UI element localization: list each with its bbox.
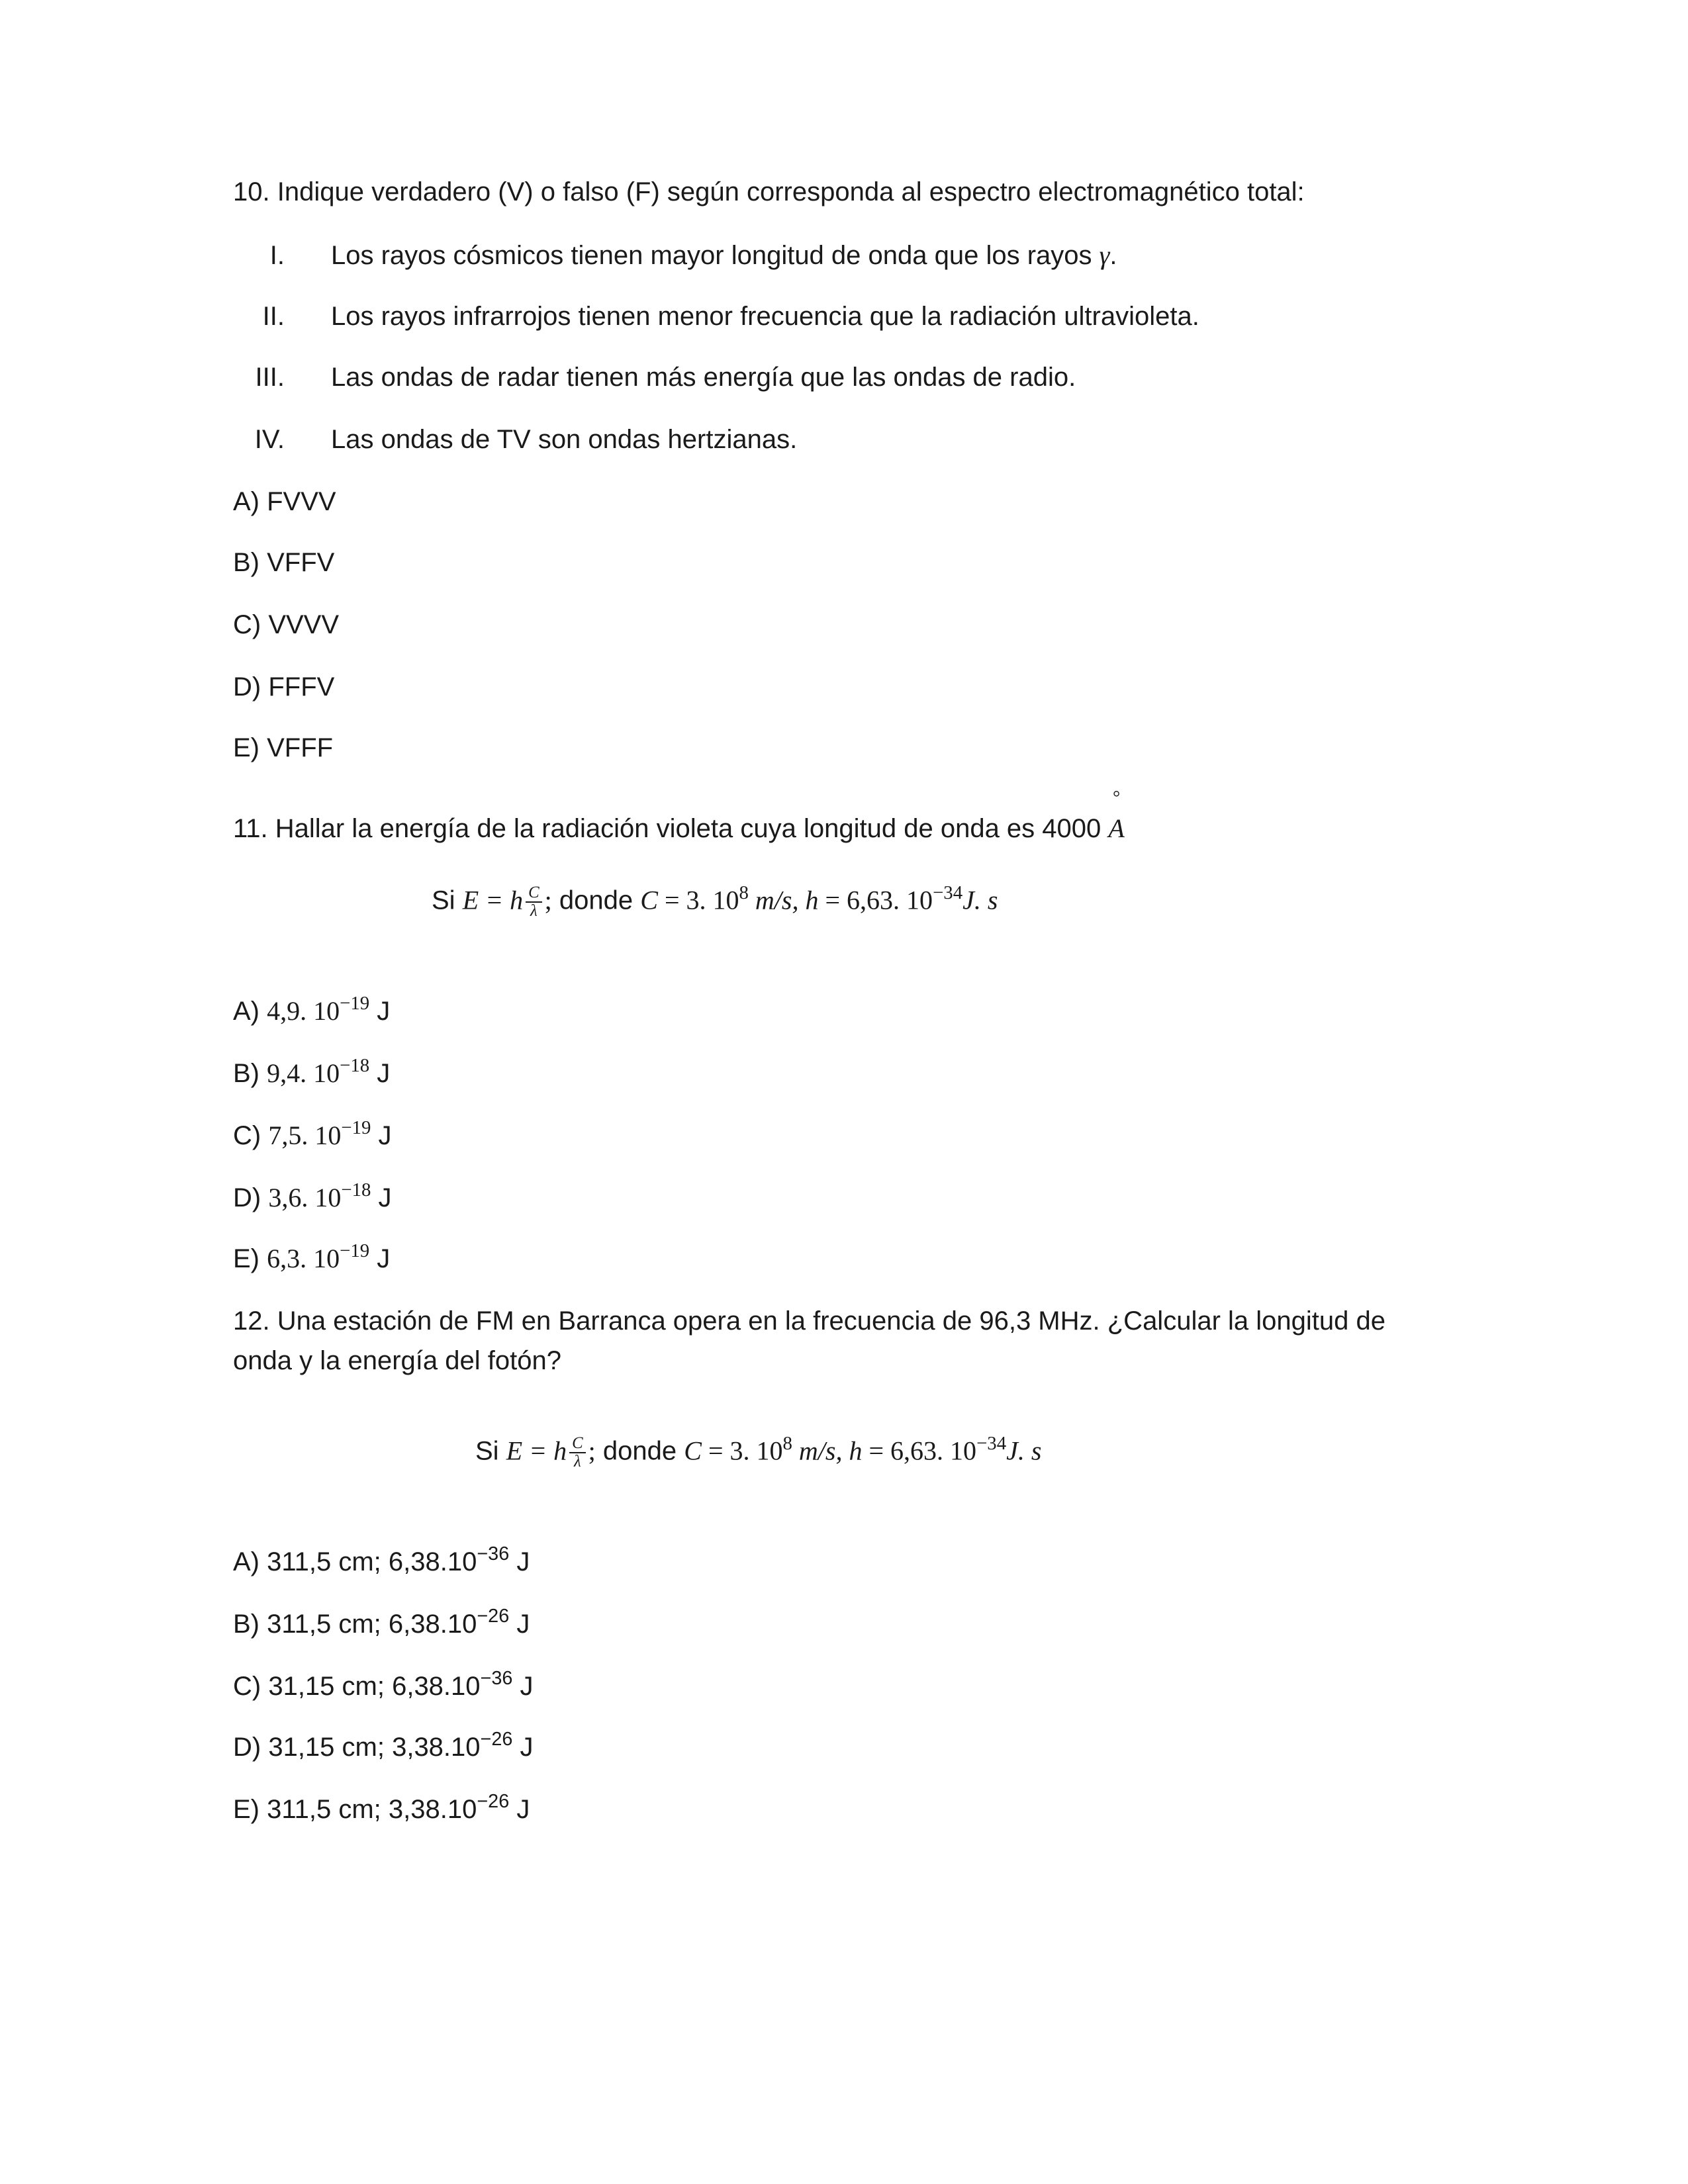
q11-option-e: E) 6,3. $10^{-19}$ J <box>233 1240 391 1273</box>
q12-prompt-line1: 12. Una estación de FM en Barranca opera en la frecuencia de 96,3 MHz. ¿Calcular la longitud de <box>233 1306 1385 1336</box>
q12-option-e: E) 311,5 cm; $3,38.10^{-26}$ J <box>233 1791 530 1824</box>
q11-option-c: C) 7,5. $10^{-19}$ J <box>233 1117 392 1150</box>
q10-option-c: C) VVVV <box>233 610 340 639</box>
q10-item-4-text: Las ondas de TV son ondas hertzianas. <box>331 425 798 454</box>
q12-formula: Si E = h $\frac{C}{\lambda}$ ; donde C = 3. $10^8$ m/s, h = 6,63. $10^{-34}J$. s <box>475 1432 1042 1471</box>
q11-option-d: D) 3,6. $10^{-18}$ J <box>233 1179 392 1212</box>
q12-option-a: A) 311,5 cm; $6,38.10^{-36}$ J <box>233 1543 530 1576</box>
q12-option-d: D) 31,15 cm; $3,38.10^{-26}$ J <box>233 1729 534 1762</box>
q12-option-c: C) 31,15 cm; $6,38.10^{-36}$ J <box>233 1668 534 1701</box>
q10-prompt: 10. Indique verdadero (V) o falso (F) según corresponda al espectro electromagnético total: <box>233 177 1305 206</box>
q10-item-1-number: I. <box>269 241 285 270</box>
q10-option-d: D) FFFV <box>233 672 335 702</box>
q10-option-e: E) VFFF <box>233 733 334 762</box>
q10-item-3-text: Las ondas de radar tienen más energía que las ondas de radio. <box>331 363 1076 392</box>
q10-item-2-number: II. <box>262 302 285 331</box>
angstrom-symbol: ° A <box>1108 788 1125 843</box>
q10-option-a: A) FVVV <box>233 487 336 516</box>
q10-option-b: B) VFFV <box>233 548 335 577</box>
q10-item-4-number: IV. <box>254 425 285 454</box>
q11-formula: Si E = h $\frac{C}{\lambda}$ ; donde C = 3. $10^8$ m/s, h = 6,63. $10^{-34}J$. s <box>432 882 998 921</box>
q11-option-b: B) 9,4. $10^{-18}$ J <box>233 1055 391 1088</box>
q10-item-1-text: Los rayos cósmicos tienen mayor longitud de onda que los rayos γ. <box>331 240 1117 270</box>
q11-prompt: 11. Hallar la energía de la radiación violeta cuya longitud de onda es 4000 ° A <box>233 788 1125 843</box>
q12-option-b: B) 311,5 cm; $6,38.10^{-26}$ J <box>233 1606 530 1639</box>
q10-item-2-text: Los rayos infrarrojos tienen menor frecuencia que la radiación ultravioleta. <box>331 302 1199 331</box>
q11-option-a: A) 4,9. $10^{-19}$ J <box>233 993 391 1026</box>
q10-item-3-number: III. <box>255 363 285 392</box>
q12-prompt-line2: onda y la energía del fotón? <box>233 1346 561 1375</box>
